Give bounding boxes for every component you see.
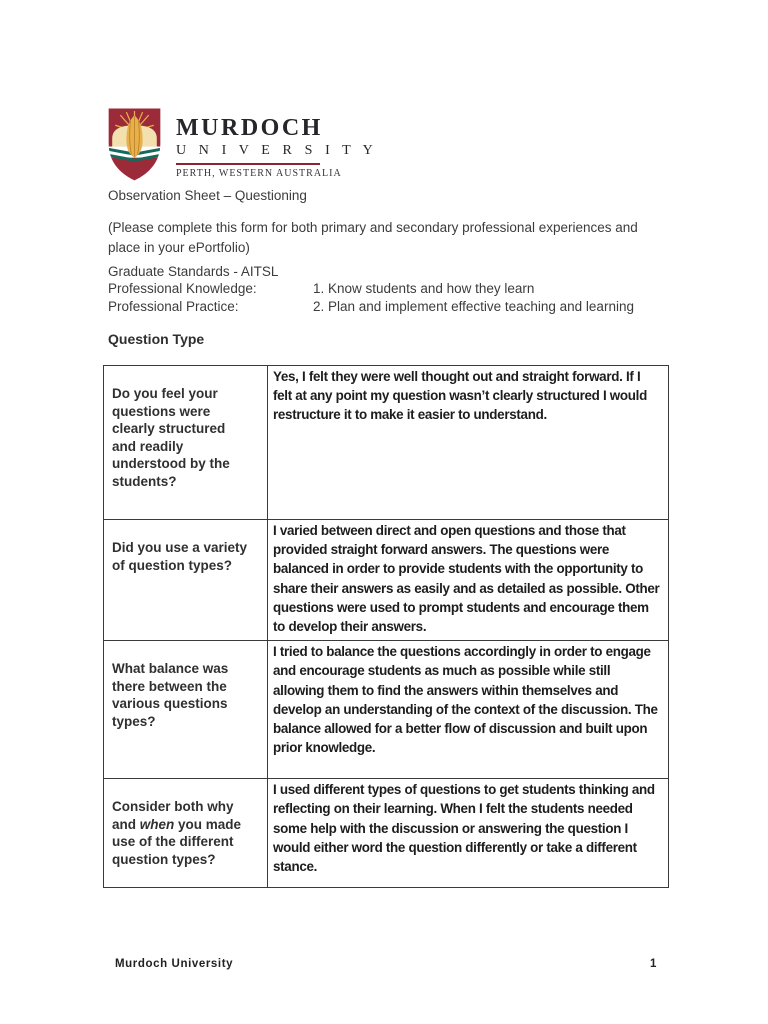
table-row bbox=[104, 366, 669, 520]
question-cell: Do you feel your questions were clearly structured and readily understood by the students? bbox=[104, 366, 268, 520]
footer-page-number: 1 bbox=[650, 958, 657, 970]
standard-label: Professional Practice: bbox=[108, 298, 239, 314]
question-text: Consider both why and bbox=[112, 799, 234, 832]
standard-value: 1. Know students and how they learn bbox=[313, 281, 535, 297]
logo-divider bbox=[176, 163, 320, 165]
table-row bbox=[104, 641, 669, 779]
standard-row-knowledge bbox=[108, 280, 634, 297]
table-row bbox=[104, 520, 669, 641]
logo-text bbox=[176, 107, 377, 179]
murdoch-logo bbox=[107, 107, 377, 182]
standard-label: Professional Knowledge: bbox=[108, 281, 257, 297]
document-title: Observation Sheet – Questioning bbox=[108, 188, 307, 203]
standards-heading: Graduate Standards - AITSL bbox=[108, 264, 279, 279]
question-type-heading: Question Type bbox=[108, 331, 205, 347]
intro-note: (Please complete this form for both primary and secondary professional experiences and place in your ePortfolio) bbox=[108, 220, 638, 255]
graduate-standards-block bbox=[108, 263, 634, 315]
logo-wordmark: MURDOCH bbox=[176, 115, 323, 141]
logo-tagline: PERTH, WESTERN AUSTRALIA bbox=[176, 168, 342, 179]
murdoch-shield-icon bbox=[107, 107, 162, 182]
answer-cell: Yes, I felt they were well thought out and straight forward. If I felt at any point my question wasn’t clearly structured I would restructure it to make it easier to understand. bbox=[268, 366, 669, 520]
question-cell: Did you use a variety of question types? bbox=[104, 520, 268, 641]
question-answer-table bbox=[103, 365, 669, 888]
standard-value: 2. Plan and implement effective teaching and learning bbox=[313, 298, 634, 314]
logo-university-label: U N I V E R S I T Y bbox=[176, 143, 378, 158]
footer-institution: Murdoch University bbox=[115, 958, 234, 970]
answer-cell: I used different types of questions to get students thinking and reflecting on their learning. When I felt the students needed some help with the discussion or answering the question I would either word the question differently or take a different stance. bbox=[268, 779, 669, 888]
answer-cell: I tried to balance the questions accordingly in order to engage and encourage students as much as possible while still allowing them to find the answers within themselves and develop an understanding of the context of the discussion. The balance allowed for a better flow of discussion and built upon prior knowledge. bbox=[268, 641, 669, 779]
answer-cell: I varied between direct and open questions and those that provided straight forward answers. The questions were balanced in order to provide students with the opportunity to share their answers as easily and as detailed as possible. Other questions were used to prompt students and encourage them to develop their answers. bbox=[268, 520, 669, 641]
question-text-italic: when bbox=[139, 816, 175, 832]
question-text: you made use of the different question types? bbox=[112, 816, 242, 867]
standard-row-practice bbox=[108, 298, 634, 315]
table-row bbox=[104, 779, 669, 888]
question-cell: What balance was there between the various questions types? bbox=[104, 641, 268, 779]
question-cell bbox=[104, 779, 268, 888]
